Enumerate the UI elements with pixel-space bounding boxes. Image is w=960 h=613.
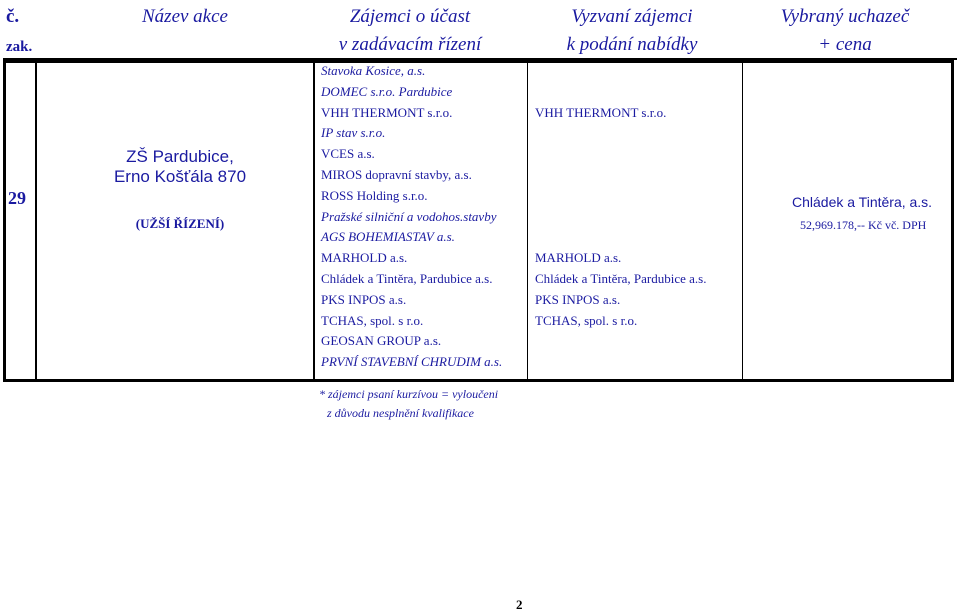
applicant-item: AGS BOHEMIASTAV a.s. — [321, 229, 455, 245]
header-col-applicants-line1: Zájemci o účast — [349, 6, 471, 27]
applicant-item: Pražské silniční a vodohos.stavby — [321, 208, 497, 224]
header-col-winner-line1: Vybraný uchazeč — [780, 6, 910, 27]
col-divider-1 — [35, 60, 37, 382]
applicant-item: ROSS Holding s.r.o. — [321, 187, 428, 203]
row-number: 29 — [8, 188, 26, 208]
invited-item: PKS INPOS a.s. — [535, 291, 621, 307]
invited-item: MARHOLD a.s. — [535, 250, 622, 266]
applicant-item: VHH THERMONT s.r.o. — [321, 104, 453, 120]
winner-price: 52,969.178,-- Kč vč. DPH — [800, 218, 927, 232]
footnote-line1: * zájemci psaní kurzívou = vyloučeni — [319, 387, 499, 401]
header-col-name: Název akce — [142, 6, 228, 27]
header-col-winner-line2: + cena — [818, 34, 872, 55]
col-divider-4 — [742, 60, 743, 382]
applicant-item: TCHAS, spol. s r.o. — [321, 312, 424, 328]
applicant-item: VCES a.s. — [321, 146, 375, 162]
header-col-number-line1: č. — [6, 6, 20, 27]
row-name-line1: ZŠ Pardubice, — [126, 147, 234, 166]
footnote-line2: z důvodu nesplnění kvalifikace — [327, 406, 474, 420]
col-divider-3 — [527, 60, 528, 382]
header-col-invited-line1: Vyzvaní zájemci — [571, 6, 693, 27]
invited-item: TCHAS, spol. s r.o. — [535, 312, 638, 328]
header-col-number-line2: zak. — [6, 39, 33, 55]
applicant-item: PKS INPOS a.s. — [321, 291, 407, 307]
applicant-item: MIROS dopravní stavby, a.s. — [321, 167, 472, 182]
applicant-item: Stavoka Kosice, a.s. — [321, 63, 426, 78]
invited-item: Chládek a Tintěra, Pardubice a.s. — [535, 271, 707, 286]
page-number: 2 — [516, 597, 523, 612]
applicant-item: MARHOLD a.s. — [321, 250, 408, 266]
header-col-invited-line2: k podání nabídky — [566, 34, 698, 55]
row-procedure: (UŽŠÍ ŘÍZENÍ) — [135, 216, 225, 231]
applicant-item: IP stav s.r.o. — [321, 125, 386, 141]
invited-item: VHH THERMONT s.r.o. — [535, 104, 667, 120]
header-col-applicants-line2: v zadávacím řízení — [338, 34, 482, 55]
col-divider-2 — [313, 60, 315, 382]
winner-name: Chládek a Tintěra, a.s. — [792, 194, 933, 210]
applicant-item: Chládek a Tintěra, Pardubice a.s. — [321, 271, 493, 286]
applicant-item: PRVNÍ STAVEBNÍ CHRUDIM a.s. — [321, 354, 503, 370]
applicant-item: DOMEC s.r.o. Pardubice — [321, 83, 453, 99]
row-name-line2: Erno Košťála 870 — [113, 167, 247, 186]
applicant-item: GEOSAN GROUP a.s. — [321, 333, 442, 349]
